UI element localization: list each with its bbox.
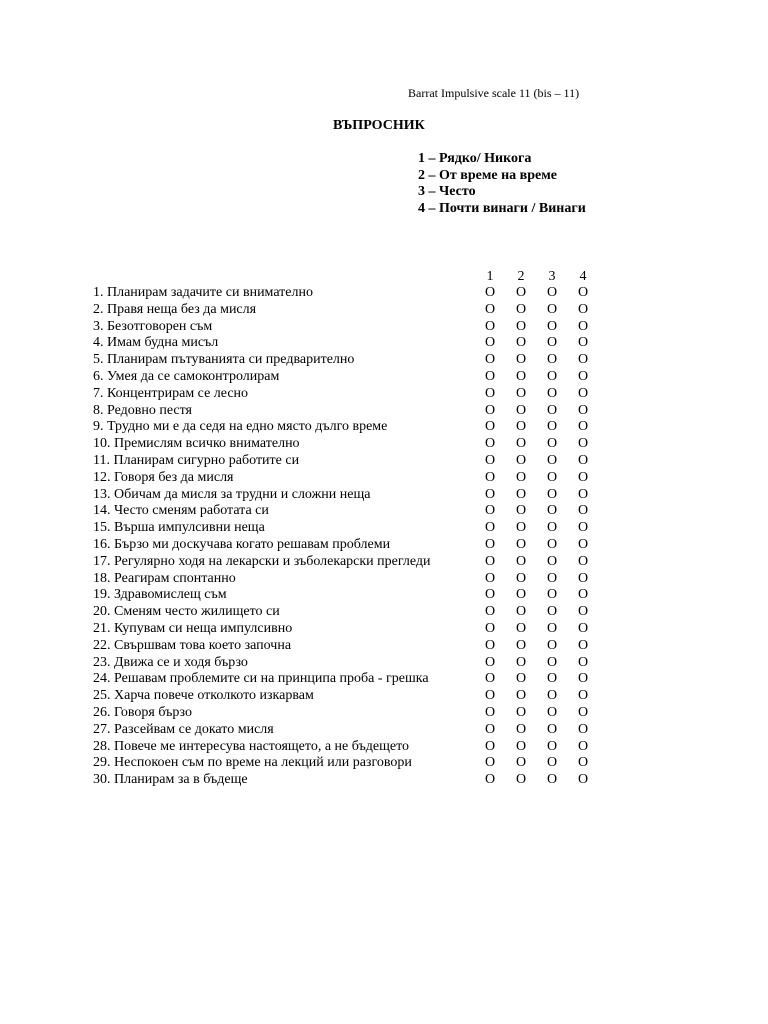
answer-options [478,352,602,369]
answer-option-2[interactable]: O [515,755,527,771]
legend-item-3: 3 – Често [418,184,476,200]
answer-option-4[interactable]: O [577,419,589,435]
answer-option-1[interactable]: O [484,688,496,704]
answer-options [478,638,602,655]
answer-options [478,285,602,302]
answer-option-1[interactable]: O [484,755,496,771]
answer-option-4[interactable]: O [577,637,589,653]
question-row [93,453,613,470]
question-text: 23. Движа се и ходя бързо [93,654,248,670]
answer-options [478,537,602,554]
answer-options [478,436,602,453]
answer-options [478,319,602,336]
answer-option-2[interactable]: O [515,402,527,418]
answer-option-3[interactable]: O [546,318,558,334]
answer-option-2[interactable]: O [515,620,527,636]
answer-option-3[interactable]: O [546,335,558,351]
question-text: 10. Премислям всичко внимателно [93,436,300,452]
answer-options [478,554,602,571]
answer-option-4[interactable]: O [577,385,589,401]
answer-options [478,503,602,520]
answer-option-1[interactable]: O [484,587,496,603]
answer-options [478,772,602,789]
answer-option-2[interactable]: O [515,520,527,536]
answer-option-2[interactable]: O [515,637,527,653]
answer-option-3[interactable]: O [546,285,558,300]
answer-option-1[interactable]: O [484,654,496,670]
answer-option-4[interactable]: O [577,285,589,300]
question-row [93,554,613,571]
answer-option-4[interactable]: O [577,402,589,418]
answer-option-4[interactable]: O [577,654,589,670]
answer-option-2[interactable]: O [515,536,527,552]
question-text: 7. Концентрирам се лесно [93,385,249,401]
answer-option-3[interactable]: O [546,301,558,317]
answer-options [478,386,602,403]
question-row [93,604,613,621]
answer-option-1[interactable]: O [484,520,496,536]
question-row [93,436,613,453]
answer-option-3[interactable]: O [546,486,558,502]
answer-option-2[interactable]: O [515,285,527,300]
answer-option-1[interactable]: O [484,738,496,754]
answer-option-2[interactable]: O [515,688,527,704]
answer-option-2[interactable]: O [515,436,527,452]
answer-options [478,739,602,756]
answer-option-3[interactable]: O [546,352,558,368]
question-row [93,352,613,369]
question-row [93,319,613,336]
scale-name-note: Barrat Impulsive scale 11 (bis – 11) [408,86,580,100]
answer-option-2[interactable]: O [515,385,527,401]
answer-option-3[interactable]: O [546,620,558,636]
question-row [93,705,613,722]
question-row [93,537,613,554]
question-text: 12. Говоря без да мисля [93,469,234,485]
answer-option-2[interactable]: O [515,671,527,687]
answer-option-2[interactable]: O [515,704,527,720]
rating-legend [418,151,586,218]
answer-option-2[interactable]: O [515,335,527,351]
answer-option-3[interactable]: O [546,570,558,586]
answer-option-2[interactable]: O [515,721,527,737]
question-text: 16. Бързо ми доскучава когато решавам проблеми [93,536,391,552]
answer-option-2[interactable]: O [515,452,527,468]
question-text: 21. Купувам си неща импулсивно [93,620,293,636]
question-row [93,302,613,319]
answer-option-4[interactable]: O [577,604,589,620]
answer-option-3[interactable]: O [546,755,558,771]
answer-option-1[interactable]: O [484,536,496,552]
question-row [93,587,613,604]
answer-options [478,604,602,621]
question-text: 28. Повече ме интересува настоящето, а не бъдещето [93,738,410,754]
question-text: 13. Обичам да мисля за трудни и сложни неща [93,486,371,502]
question-text: 24. Решавам проблемите си на принципа проба - грешка [93,671,429,687]
answer-option-1[interactable]: O [484,385,496,401]
answer-option-1[interactable]: O [484,620,496,636]
answer-option-4[interactable]: O [577,772,589,788]
answer-option-2[interactable]: O [515,738,527,754]
answer-option-4[interactable]: O [577,452,589,468]
legend-item-1: 1 – Рядко/ Никога [418,151,532,166]
answer-option-3[interactable]: O [546,469,558,485]
question-text: 26. Говоря бързо [93,704,192,720]
answer-option-3[interactable]: O [546,654,558,670]
answer-option-4[interactable]: O [577,620,589,636]
answer-option-1[interactable]: O [484,604,496,620]
question-row [93,772,613,789]
answer-option-2[interactable]: O [515,419,527,435]
question-text: 20. Сменям често жилището си [93,604,280,620]
answer-option-1[interactable]: O [484,402,496,418]
answer-option-4[interactable]: O [577,587,589,603]
question-row [93,369,613,386]
question-row [93,739,613,756]
question-text: 18. Реагирам спонтанно [93,570,236,586]
answer-option-3[interactable]: O [546,385,558,401]
answer-options [478,722,602,739]
answer-option-3[interactable]: O [546,704,558,720]
answer-options [478,302,602,319]
answer-option-1[interactable]: O [484,419,496,435]
answer-option-4[interactable]: O [577,755,589,771]
scale-label-2: 2 [517,269,525,284]
question-text: 3. Безотговорен съм [93,318,213,334]
answer-option-3[interactable]: O [546,536,558,552]
question-text: 5. Планирам пътуванията си предварително [93,352,355,368]
question-row [93,621,613,638]
answer-option-2[interactable]: O [515,587,527,603]
question-row [93,722,613,739]
answer-options [478,470,602,487]
answer-options [478,403,602,420]
answer-options [478,688,602,705]
question-row [93,285,613,302]
answer-option-4[interactable]: O [577,536,589,552]
answer-option-2[interactable]: O [515,654,527,670]
answer-option-2[interactable]: O [515,301,527,317]
answer-option-1[interactable]: O [484,570,496,586]
question-text: 14. Често сменям работата си [93,503,269,519]
question-row [93,403,613,420]
answer-option-3[interactable]: O [546,587,558,603]
answer-option-3[interactable]: O [546,368,558,384]
answer-option-2[interactable]: O [515,469,527,485]
question-row [93,671,613,688]
answer-option-4[interactable]: O [577,704,589,720]
answer-option-3[interactable]: O [546,688,558,704]
question-list [93,285,613,789]
answer-option-4[interactable]: O [577,486,589,502]
question-text: 8. Редовно пестя [93,402,192,418]
question-row [93,419,613,436]
answer-option-2[interactable]: O [515,368,527,384]
answer-option-1[interactable]: O [484,486,496,502]
answer-option-3[interactable]: O [546,772,558,788]
answer-option-4[interactable]: O [577,671,589,687]
question-text: 25. Харча повече отколкото изкарвам [93,688,314,704]
answer-option-1[interactable]: O [484,436,496,452]
answer-option-2[interactable]: O [515,604,527,620]
answer-option-3[interactable]: O [546,419,558,435]
answer-options [478,369,602,386]
answer-option-4[interactable]: O [577,301,589,317]
answer-option-4[interactable]: O [577,469,589,485]
question-row [93,503,613,520]
answer-option-1[interactable]: O [484,721,496,737]
question-row [93,335,613,352]
legend-item-2: 2 – От време на време [418,167,557,183]
answer-option-4[interactable]: O [577,721,589,737]
answer-option-2[interactable]: O [515,352,527,368]
answer-option-4[interactable]: O [577,738,589,754]
questionnaire-title: ВЪПРОСНИК [333,118,425,133]
answer-option-1[interactable]: O [484,285,496,300]
answer-options [478,705,602,722]
answer-option-4[interactable]: O [577,436,589,452]
answer-option-1[interactable]: O [484,553,496,569]
answer-option-3[interactable]: O [546,402,558,418]
scale-label-4: 4 [579,269,587,284]
answer-option-2[interactable]: O [515,553,527,569]
answer-options [478,520,602,537]
answer-option-1[interactable]: O [484,772,496,788]
answer-option-4[interactable]: O [577,553,589,569]
answer-options [478,655,602,672]
answer-option-2[interactable]: O [515,318,527,334]
answer-option-1[interactable]: O [484,452,496,468]
scale-column-header [478,268,602,285]
question-text: 30. Планирам за в бъдеще [93,772,248,788]
question-row [93,755,613,772]
question-text: 27. Разсейвам се докато мисля [93,721,274,737]
answer-option-4[interactable]: O [577,503,589,519]
question-text: 29. Неспокоен съм по време на лекций или разговори [93,755,412,771]
answer-option-1[interactable]: O [484,637,496,653]
answer-option-1[interactable]: O [484,318,496,334]
answer-option-1[interactable]: O [484,469,496,485]
question-text: 1. Планирам задачите си внимателно [93,285,313,300]
answer-options [478,621,602,638]
answer-option-2[interactable]: O [515,772,527,788]
answer-option-1[interactable]: O [484,503,496,519]
answer-option-4[interactable]: O [577,352,589,368]
question-row [93,571,613,588]
scale-label-1: 1 [486,269,494,284]
question-text: 6. Умея да се самоконтролирам [93,368,280,384]
question-row [93,520,613,537]
answer-option-1[interactable]: O [484,671,496,687]
answer-option-2[interactable]: O [515,503,527,519]
answer-option-2[interactable]: O [515,570,527,586]
question-text: 19. Здравомислещ съм [93,587,227,603]
answer-option-3[interactable]: O [546,553,558,569]
answer-option-3[interactable]: O [546,520,558,536]
answer-option-3[interactable]: O [546,721,558,737]
question-row [93,688,613,705]
scale-label-3: 3 [548,269,556,284]
answer-option-3[interactable]: O [546,604,558,620]
answer-options [478,571,602,588]
answer-option-4[interactable]: O [577,318,589,334]
question-row [93,386,613,403]
answer-option-4[interactable]: O [577,520,589,536]
answer-option-1[interactable]: O [484,301,496,317]
question-text: 4. Имам будна мисъл [93,335,219,351]
question-text: 17. Регулярно ходя на лекарски и зъболекарски прегледи [93,553,431,569]
question-row [93,470,613,487]
question-text: 11. Планирам сигурно работите си [93,452,300,468]
legend-item-4: 4 – Почти винаги / Винаги [418,201,586,217]
answer-options [478,755,602,772]
answer-options [478,335,602,352]
answer-option-4[interactable]: O [577,368,589,384]
answer-options [478,587,602,604]
answer-option-4[interactable]: O [577,335,589,351]
answer-options [478,487,602,504]
answer-option-3[interactable]: O [546,452,558,468]
answer-option-3[interactable]: O [546,671,558,687]
answer-options [478,671,602,688]
answer-option-3[interactable]: O [546,637,558,653]
answer-option-3[interactable]: O [546,738,558,754]
answer-option-4[interactable]: O [577,570,589,586]
question-row [93,655,613,672]
answer-option-1[interactable]: O [484,335,496,351]
question-text: 15. Върша импулсивни неща [93,520,265,536]
answer-option-1[interactable]: O [484,352,496,368]
answer-options [478,453,602,470]
answer-option-2[interactable]: O [515,486,527,502]
answer-option-4[interactable]: O [577,688,589,704]
answer-options [478,419,602,436]
question-row [93,487,613,504]
answer-option-3[interactable]: O [546,503,558,519]
question-row [93,638,613,655]
answer-option-1[interactable]: O [484,368,496,384]
answer-option-3[interactable]: O [546,436,558,452]
question-text: 9. Трудно ми е да седя на едно място дълго време [93,419,388,435]
question-text: 2. Правя неща без да мисля [93,301,257,317]
answer-option-1[interactable]: O [484,704,496,720]
question-text: 22. Свършвам това което започна [93,637,292,653]
